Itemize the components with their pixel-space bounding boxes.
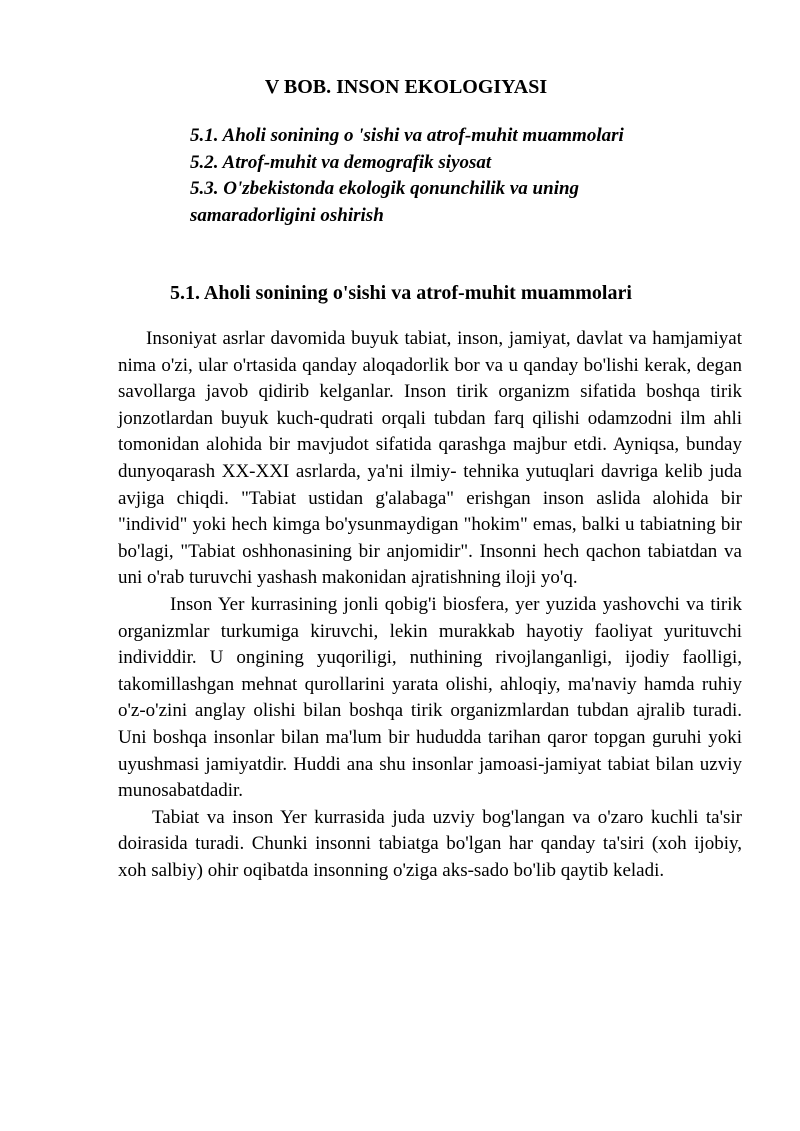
paragraph: Inson Yer kurrasining jonli qobig'i biosfera, yer yuzida yashovchi va tirik organizmlar turkumiga kiruvchi, lekin murakkab hayotiy faoliyat yurituvchi individdir. U ongining yuqoriligi, nuthining rivojlanganligi, ijodiy faolligi, takomillashgan mehnat qurollarini yarata olishi, ahloqiy, ma'naviy hamda ruhiy o'z-o'zini anglay olishi bilan boshqa tirik organizmlardan tubdan ajralib turadi. Uni boshqa insonlar bilan ma'lum bir hududda tarihan qaror topgan guruhi yoki uyushmasi jamiyatdir. Huddi ana shu insonlar jamoasi-jamiyat tabiat bilan uzviy munosabatdadir.	[118, 593, 742, 802]
section-list-item-5-2: 5.2. Atrof-muhit va demografik siyosat	[190, 151, 492, 173]
section-title: 5.1. Aholi sonining o'sishi va atrof-muhit muammolari	[170, 282, 632, 304]
paragraph: Insoniyat asrlar davomida buyuk tabiat, inson, jamiyat, davlat va hamjamiyat nima o'zi, ular o'rtasida qanday aloqadorlik bor va u qanday bo'lishi kerak, degan savollarga javob qidirib kelganlar. Inson tirik organizm sifatida boshqa tirik jonzotlardan buyuk kuch-qudrati orqali tubdan farq qilishi odamzodni ilm ahli tomonidan alohida bir mavjudot sifatida qarashga majbur etdi. Ayniqsa, bunday dunyoqarash XX-XXI asrlarda, ya'ni ilmiy- tehnika yutuqlari davriga kelib juda avjiga chiqdi. "Tabiat ustidan g'alabaga" erishgan inson aslida alohida bir "individ" yoki hech kimga bo'ysunmaydigan "hokim" emas, balki u tabiatning bir bo'lagi, "Tabiat oshhonasining bir anjomidir". Insonni hech qachon tabiatdan va uni o'rab turuvchi yashash makonidan ajratishning iloji yo'q.	[118, 328, 742, 589]
paragraph: Tabiat va inson Yer kurrasida juda uzviy bog'langan va o'zaro kuchli ta'sir doirasida turadi. Chunki insonni tabiatga bo'lgan har qanday ta'siri (xoh ijobiy, xoh salbiy) ohir oqibatda insonning o'ziga aks-sado bo'lib qaytib keladi.	[118, 806, 742, 881]
section-list-item-5-1: 5.1. Aholi sonining o 'sishi va atrof-muhit muammolari	[190, 125, 624, 146]
section-list	[190, 123, 670, 229]
section-list-item-5-3: 5.3. O'zbekistonda ekologik qonunchilik va uning samaradorligini oshirish	[190, 178, 580, 226]
body-text	[118, 326, 742, 884]
chapter-title: V BOB. INSON EKOLOGIYASI	[264, 76, 548, 98]
